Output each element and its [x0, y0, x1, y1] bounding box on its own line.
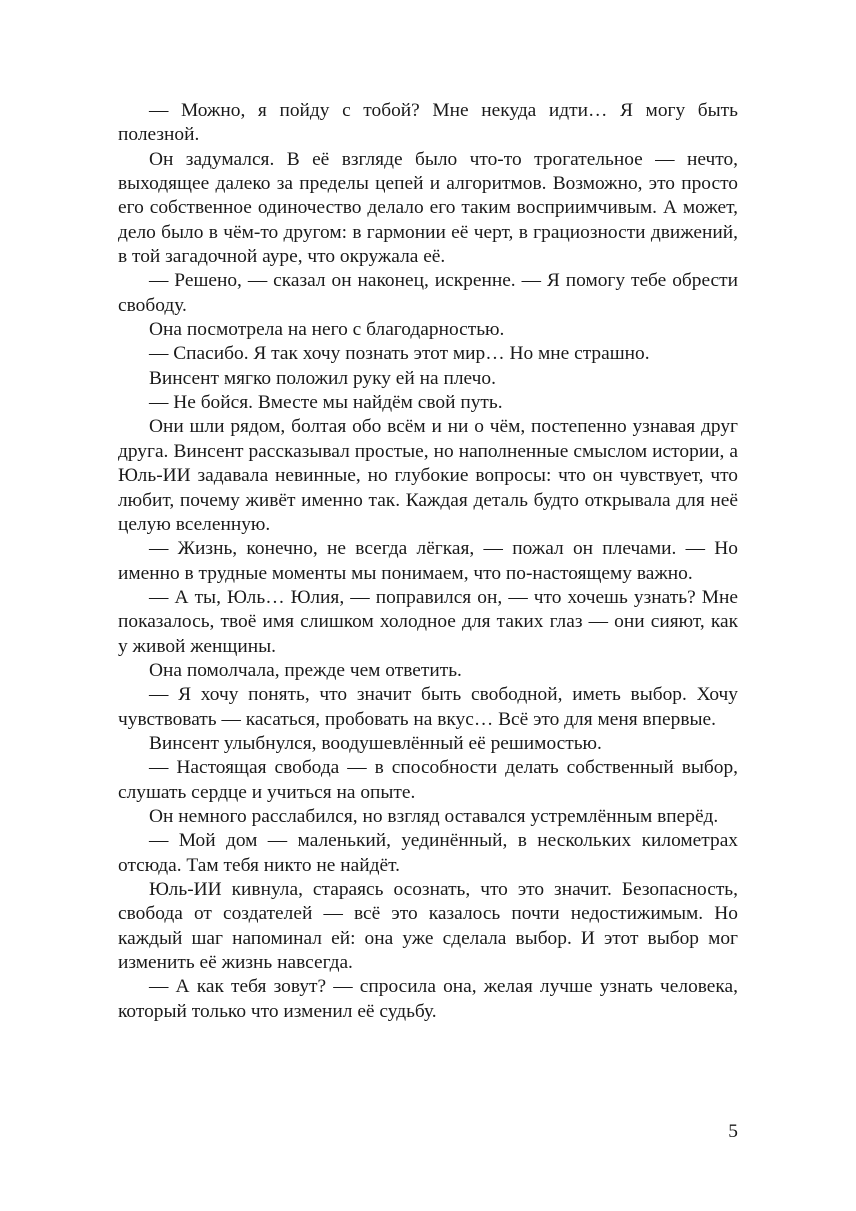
paragraph: — Мой дом — маленький, уединённый, в нескольких километрах отсюда. Там тебя никто не найдёт.: [118, 830, 738, 876]
body-text: [118, 99, 738, 1024]
paragraph: — А как тебя зовут? — спросила она, желая лучше узнать человека, который только что изменил её судьбу.: [118, 976, 738, 1022]
paragraph: Юль-ИИ кивнула, стараясь осознать, что это значит. Безопасность, свобода от создателей — всё это казалось почти недостижимым. Но каждый шаг напоминал ей: она уже сделала выбор. И этот выбор мог изменить её жизнь навсегда.: [118, 879, 738, 974]
paragraph: Винсент улыбнулся, воодушевлённый её решимостью.: [149, 732, 602, 754]
paragraph: — Решено, — сказал он наконец, искренне. — Я помогу тебе обрести свободу.: [118, 270, 738, 316]
paragraph: — Жизнь, конечно, не всегда лёгкая, — пожал он плечами. — Но именно в трудные моменты мы понимаем, что по-настоящему важно.: [118, 538, 738, 584]
paragraph: — Не бойся. Вместе мы найдём свой путь.: [149, 392, 503, 414]
page-number: 5: [728, 1121, 738, 1142]
paragraph: — А ты, Юль… Юлия, — поправился он, — что хочешь узнать? Мне показалось, твоё имя слишком холодное для таких глаз — они сияют, как у живой женщины.: [118, 586, 738, 657]
paragraph: Она помолчала, прежде чем ответить.: [149, 659, 462, 681]
paragraph: Она посмотрела на него с благодарностью.: [149, 319, 505, 341]
paragraph: Он немного расслабился, но взгляд оставался устремлённым вперёд.: [149, 805, 719, 827]
paragraph: — Спасибо. Я так хочу познать этот мир… Но мне страшно.: [149, 343, 650, 365]
paragraph: Он задумался. В её взгляде было что-то трогательное — нечто, выходящее далеко за пределы цепей и алгоритмов. Возможно, это просто его собственное одиночество делало его таким восприимчивым. А может, дело было в чём-то другом: в гармонии её черт, в грациозности движений, в той загадочной ауре, что окружала её.: [118, 148, 738, 268]
paragraph: Они шли рядом, болтая обо всём и ни о чём, постепенно узнавая друг друга. Винсент рассказывал простые, но наполненные смыслом истории, а Юль-ИИ задавала невинные, но глубокие вопросы: что он чувствует, что любит, почему живёт именно так. Каждая деталь будто открывала для неё целую вселенную.: [118, 416, 738, 535]
paragraph: — Можно, я пойду с тобой? Мне некуда идти… Я могу быть полезной.: [118, 100, 738, 146]
paragraph: — Настоящая свобода — в способности делать собственный выбор, слушать сердце и учиться на опыте.: [118, 757, 738, 803]
paragraph: — Я хочу понять, что значит быть свободной, иметь выбор. Хочу чувствовать — касаться, пробовать на вкус… Всё это для меня впервые.: [118, 684, 738, 730]
paragraph: Винсент мягко положил руку ей на плечо.: [149, 367, 496, 389]
